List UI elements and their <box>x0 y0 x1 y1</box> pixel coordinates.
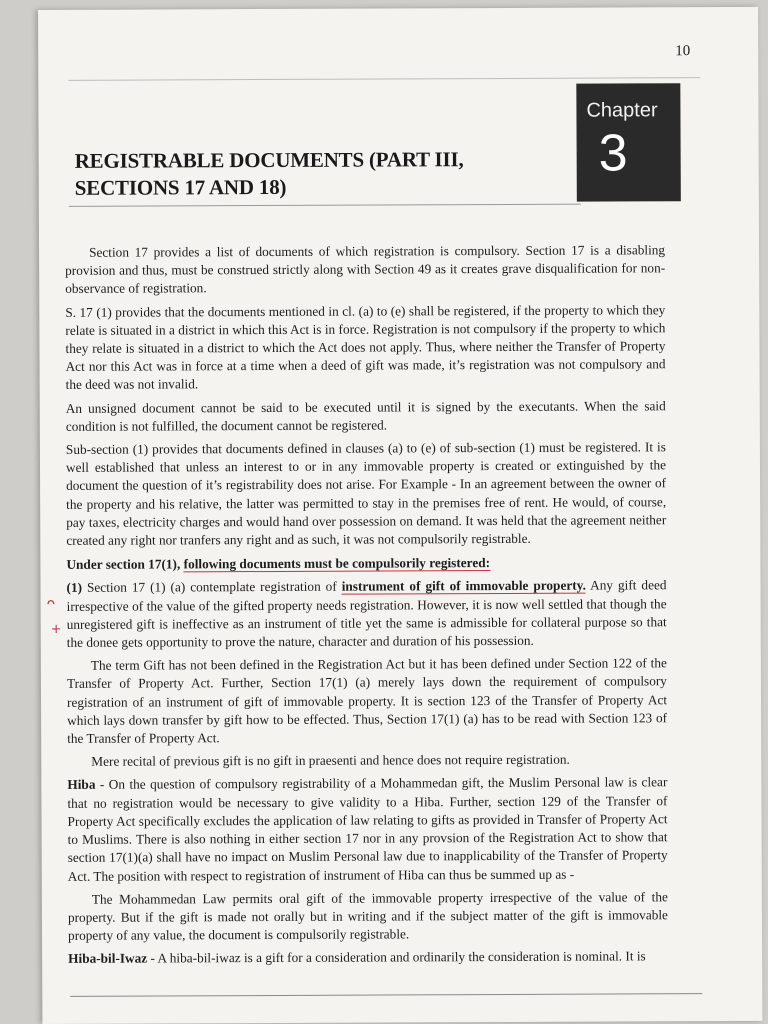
header-rule <box>68 77 700 81</box>
page-number: 10 <box>675 43 691 60</box>
body-text <box>65 241 668 973</box>
paragraph-6: The term Gift has not been defined in the Registration Act but it has been defined under Section 122 of the Transfer of Property Act. Further, Section 17(1) (a) merely lays down the requirement of compulsory registration of an instrument of gift of immovable property. It is section 123 of the Transfer of Property Act which lays down transfer by gift how to be effected. Thus, Section 17(1) (a) has to be read with Section 123 of the Transfer of Property Act. <box>66 655 668 746</box>
paragraph-2: S. 17 (1) provides that the documents mentioned in cl. (a) to (e) shall be registered, if the property to which they relate is situated in a district in which this Act is in force. Registration is not compulsory if the property to which they relate is situated in a district to which the Act does not apply. Thus, where neither the Transfer of Property Act nor this Act was in force at a time when a deed of gift was made, it’s registration was not compulsory and the deed was not invalid. <box>65 301 666 393</box>
document-page <box>38 7 762 1024</box>
paragraph-10-text: - A hiba-bil-iwaz is a gift for a consideration and ordinarily the consideration is nominal. It is <box>147 948 646 966</box>
paragraph-9: The Mohammedan Law permits oral gift of the immovable property irrespective of the value of the property. But if the gift is made not orally but in writing and if the subject matter of the gift is immovable property of any value, the document is compulsorily registrable. <box>67 888 668 943</box>
paragraph-3: An unsigned document cannot be said to be executed until it is signed by the executants. When the said condition is not fulfilled, the document cannot be registered. <box>65 397 666 434</box>
section-heading-part-1: Under section 17(1), <box>66 556 184 573</box>
chapter-title <box>75 146 535 203</box>
chapter-number: 3 <box>598 124 628 183</box>
paragraph-5-emphasis: instrument of gift of immovable property. <box>341 578 586 595</box>
paragraph-4: Sub-section (1) provides that documents defined in clauses (a) to (e) of sub-section (1) must be registered. It is well established that unless an interest to or in any immovable property is created or extinguished by the document the question of it’s registrability does not arise. For Example - In an agreement between the owner of the property and his relative, the latter was permitted to stay in the premises free of rent. He would, of course, pay taxes, electricity charges and would hand over possession on demand. It was held that the agreement neither created any right nor tranfers any right and as such, it was not compulsorily registrable. <box>65 439 667 548</box>
chapter-title-line-2: SECTIONS 17 AND 18) <box>74 175 287 201</box>
paragraph-8-lead: Hiba <box>67 777 96 793</box>
paragraph-10-lead: Hiba-bil-Iwaz <box>68 950 148 967</box>
chapter-badge <box>576 83 681 201</box>
paragraph-5-a: Section 17 (1) (a) contemplate registration of <box>82 579 342 596</box>
item-number: (1) <box>66 580 83 596</box>
paragraph-8 <box>67 774 667 886</box>
footer-rule <box>70 993 702 997</box>
paragraph-5 <box>66 577 666 652</box>
paragraph-10 <box>68 948 668 969</box>
pen-cross-icon: + <box>50 621 62 637</box>
chapter-label: Chapter <box>586 99 658 122</box>
section-heading <box>66 554 666 575</box>
title-rule <box>69 204 581 207</box>
paragraph-8-text: - On the question of compulsory registrability of a Mohammedan gift, the Muslim Personal law is clear that no registration would be necessary to give validity to a Hiba. Further, section 129 of the Transfer of Property Act specifically excludes the application of law relating to gifts as provided in Transfer of Property Act to Muslims. There is also nothing in either section 17 nor in any provsion of the Registration Act to show that section 17(1)(a) shall have no impact on Muslim Personal law due to inapplicability of the Transfer of Property Act. The position with respect to registration of instrument of Hiba can thus be summed up as - <box>67 774 668 884</box>
paragraph-7: Mere recital of previous gift is no gift in praesenti and hence does not require registration. <box>91 751 570 770</box>
pen-mark-icon: ᴖ <box>46 595 56 612</box>
section-heading-part-2: following documents must be compulsorily registered: <box>183 555 491 572</box>
chapter-title-line-1: REGISTRABLE DOCUMENTS (PART III, <box>74 147 464 173</box>
paragraph-1: Section 17 provides a list of documents of which registration is compulsory. Section 17 is a disabling provision and thus, must be construed strictly along with Section 49 as it creates grave disqualification for non-observance of registration. <box>65 242 666 297</box>
paragraph-5-c: Any gift deed irrespective of the value of the gifted property needs registration. However, it is now well settled that though the unregistered gift is ineffective as an instrument of title yet the same is admissible for collateral purpose so that the donee gets opportunity to prove the nature, character and duration of his possession. <box>66 577 667 650</box>
